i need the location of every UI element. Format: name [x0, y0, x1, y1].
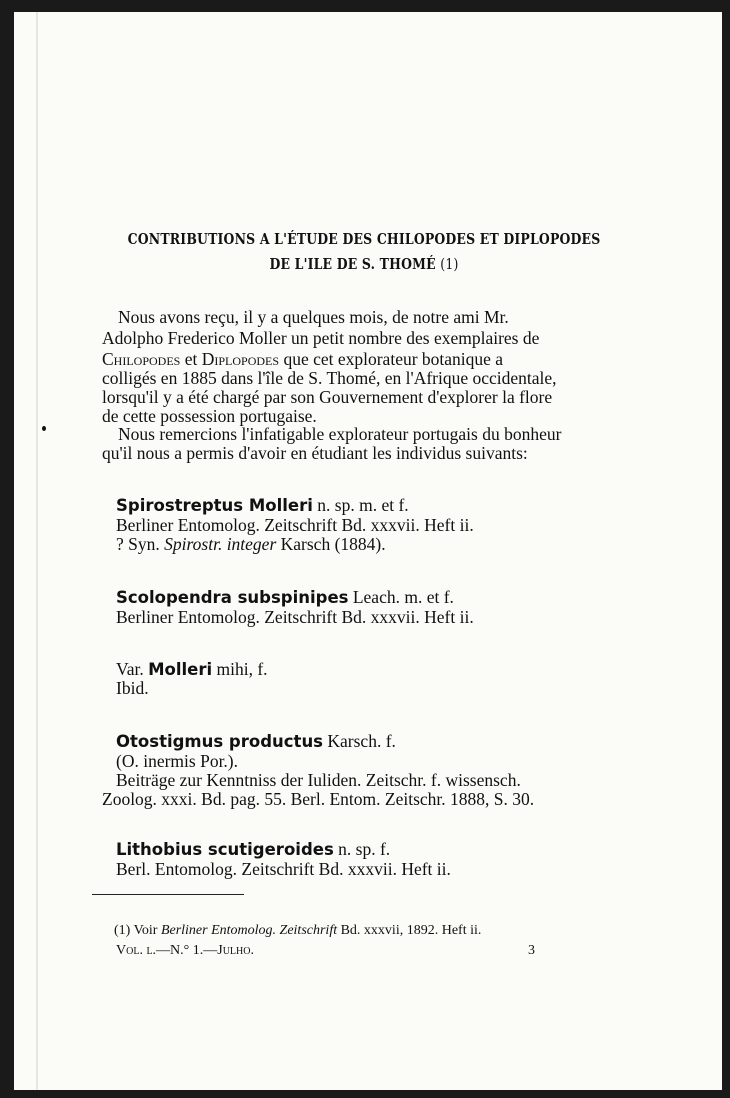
species-1-synonym: ? Syn. Spirostr. integer Karsch (1884).: [116, 534, 386, 554]
page-edge-shadow: [36, 12, 38, 1090]
species-name: Spirostreptus Molleri: [116, 496, 313, 515]
species-3-reference-1: Beiträge zur Kenntniss der Iuliden. Zeitschr. f. wissensch.: [116, 770, 521, 790]
intro-line-2: Adolpho Frederico Moller un petit nombre des exemplaires de: [102, 328, 540, 348]
footnote: (1) Voir Berliner Entomolog. Zeitschrift Bd. xxxvii, 1892. Heft ii.: [114, 923, 482, 938]
species-4-reference: Berl. Entomolog. Zeitschrift Bd. xxxvii. Heft ii.: [116, 859, 451, 879]
document-page: [14, 12, 722, 1090]
margin-mark: [42, 426, 46, 431]
variety-name: Molleri: [148, 660, 213, 679]
species-name: Scolopendra subspinipes: [116, 588, 349, 607]
footnote-divider: [92, 894, 244, 895]
species-3-synonym: (O. inermis Por.).: [116, 751, 239, 771]
intro-line-7: Nous remercions l'infatigable explorateur portugais du bonheur: [118, 424, 562, 444]
species-2-heading: Scolopendra subspinipes Leach. m. et f.: [116, 587, 454, 607]
species-name: Otostigmus productus: [116, 732, 324, 751]
title-line-2: DE L'ILE DE S. THOMÉ (1): [269, 256, 459, 273]
title-footnote-ref: (1): [440, 257, 459, 273]
species-name: Lithobius scutigeroides: [116, 840, 334, 859]
species-3-heading: Otostigmus productus Karsch. f.: [116, 731, 396, 751]
species-4-heading: Lithobius scutigeroides n. sp. f.: [116, 839, 391, 859]
intro-line-3: Chilopodes et Diplopodes que cet explorateur botanique a: [102, 349, 504, 369]
species-2-reference: Berliner Entomolog. Zeitschrift Bd. xxxvii. Heft ii.: [116, 607, 474, 627]
footer-volume-info: Vol. l.—N.° 1.—Julho.: [116, 943, 254, 958]
intro-line-1: Nous avons reçu, il y a quelques mois, de notre ami Mr.: [118, 307, 509, 327]
intro-line-8: qu'il nous a permis d'avoir en étudiant les individus suivants:: [102, 443, 528, 463]
intro-line-6: de cette possession portugaise.: [102, 406, 317, 426]
intro-line-4: colligés en 1885 dans l'île de S. Thomé, en l'Afrique occidentale,: [102, 368, 557, 388]
intro-line-5: lorsqu'il y a été chargé par son Gouvernement d'explorer la flore: [102, 387, 553, 407]
species-1-heading: Spirostreptus Molleri n. sp. m. et f.: [116, 495, 409, 515]
title-line-1: CONTRIBUTIONS A L'ÉTUDE DES CHILOPODES ET DIPLOPODES: [127, 231, 601, 248]
species-1-reference: Berliner Entomolog. Zeitschrift Bd. xxxvii. Heft ii.: [116, 515, 474, 535]
variety-reference: Ibid.: [116, 678, 149, 698]
page-number: 3: [528, 943, 535, 958]
species-3-reference-2: Zoolog. xxxi. Bd. pag. 55. Berl. Entom. Zeitschr. 1888, S. 30.: [102, 789, 535, 809]
variety-heading: Var. Molleri mihi, f.: [116, 659, 268, 679]
